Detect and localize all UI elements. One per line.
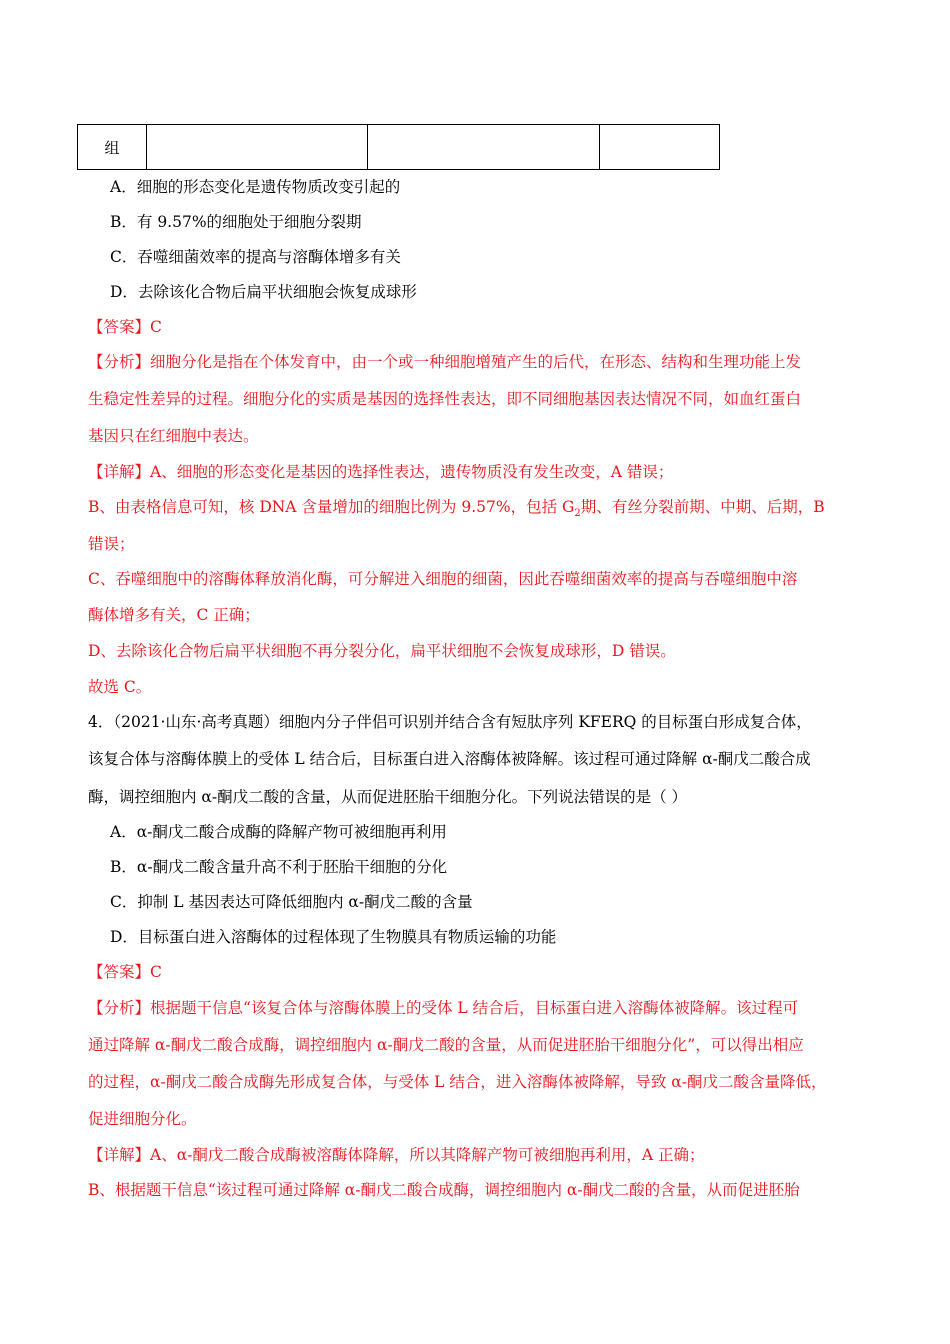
q3-analysis-line: 生稳定性差异的过程。细胞分化的实质是基因的选择性表达，即不同细胞基因表达情况不同，如血红蛋白 <box>88 390 802 408</box>
q4-analysis-line: 通过降解 α-酮戊二酸合成酶，调控细胞内 α-酮戊二酸的含量，从而促进胚胎干细胞分化”，可以得出相应 <box>88 1036 804 1054</box>
q4-option-a: A．α-酮戊二酸合成酶的降解产物可被细胞再利用 <box>110 823 447 841</box>
q4-detail-line <box>88 1145 705 1165</box>
answer-value: C <box>150 318 162 336</box>
detail-text: A、α-酮戊二酸合成酶被溶酶体降解，所以其降解产物可被细胞再利用，A 正确； <box>150 1146 705 1164</box>
analysis-tag: 【分析】 <box>88 353 151 371</box>
q3-option-a: A．细胞的形态变化是遗传物质改变引起的 <box>110 178 401 196</box>
q3-detail-line: 酶体增多有关，C 正确； <box>88 606 260 624</box>
q4-analysis-line <box>88 998 798 1018</box>
q3-option-d: D．去除该化合物后扁平状细胞会恢复成球形 <box>110 283 417 301</box>
q3-option-c: C．吞噬细菌效率的提高与溶酶体增多有关 <box>110 248 401 266</box>
q4-stem-line: 4．（2021·山东·高考真题）细胞内分子伴侣可识别并结合含有短肽序列 KFERQ 的目标蛋白形成复合体， <box>88 713 812 731</box>
q4-analysis-line: 促进细胞分化。 <box>88 1110 197 1128</box>
detail-text: A、细胞的形态变化是基因的选择性表达，遗传物质没有发生改变，A 错误； <box>150 463 674 481</box>
q4-stem-line: 该复合体与溶酶体膜上的受体 L 结合后，目标蛋白进入溶酶体被降解。该过程可通过降解 α-酮戊二酸合成 <box>88 750 811 768</box>
table-cell: 组 <box>78 125 147 170</box>
analysis-text: 细胞分化是指在个体发育中，由一个或一种细胞增殖产生的后代，在形态、结构和生理功能上发 <box>150 353 802 371</box>
q3-analysis-line <box>88 352 801 372</box>
q3-conclusion: 故选 C。 <box>88 678 152 696</box>
q4-option-d: D．目标蛋白进入溶酶体的过程体现了生物膜具有物质运输的功能 <box>110 928 557 946</box>
q3-option-b: B．有 9.57%的细胞处于细胞分裂期 <box>110 213 362 231</box>
detail-text: 期、有丝分裂前期、中期、后期，B <box>580 498 825 516</box>
q4-option-c: C．抑制 L 基因表达可降低细胞内 α-酮戊二酸的含量 <box>110 893 473 911</box>
analysis-text: 根据题干信息“该复合体与溶酶体膜上的受体 L 结合后，目标蛋白进入溶酶体被降解。该过程可 <box>150 999 799 1017</box>
detail-tag: 【详解】 <box>88 463 151 481</box>
q3-answer <box>88 317 162 337</box>
subscript: 2 <box>574 508 581 520</box>
answer-tag: 【答案】 <box>88 318 151 336</box>
q4-option-b: B．α-酮戊二酸含量升高不利于胚胎干细胞的分化 <box>110 858 448 876</box>
table-cell <box>147 125 368 170</box>
table-row <box>78 125 720 170</box>
q3-detail-line: 错误； <box>88 535 135 553</box>
table-cell <box>600 125 720 170</box>
q4-answer <box>88 962 162 982</box>
q4-stem-line: 酶，调控细胞内 α-酮戊二酸的含量，从而促进胚胎干细胞分化。下列说法错误的是（ ） <box>88 788 688 806</box>
answer-value: C <box>150 963 162 981</box>
q3-detail-line: C、吞噬细胞中的溶酶体释放消化酶，可分解进入细胞的细菌，因此吞噬细菌效率的提高与吞噬细胞中溶 <box>88 570 798 588</box>
data-table-fragment <box>77 124 720 170</box>
q3-detail-line <box>88 462 673 482</box>
q3-detail-line: D、去除该化合物后扁平状细胞不再分裂分化，扁平状细胞不会恢复成球形，D 错误。 <box>88 642 676 660</box>
detail-text: B、由表格信息可知，核 DNA 含量增加的细胞比例为 9.57%，包括 G <box>88 498 575 516</box>
detail-tag: 【详解】 <box>88 1146 151 1164</box>
q3-detail-line <box>88 497 825 524</box>
analysis-tag: 【分析】 <box>88 999 151 1017</box>
answer-tag: 【答案】 <box>88 963 151 981</box>
table-cell <box>368 125 600 170</box>
q3-analysis-line: 基因只在红细胞中表达。 <box>88 427 259 445</box>
q4-detail-line: B、根据题干信息“该过程可通过降解 α-酮戊二酸合成酶，调控细胞内 α-酮戊二酸的含量，从而促进胚胎 <box>88 1181 800 1199</box>
q4-analysis-line: 的过程，α-酮戊二酸合成酶先形成复合体，与受体 L 结合，进入溶酶体被降解，导致 α-酮戊二酸含量降低， <box>88 1073 827 1091</box>
